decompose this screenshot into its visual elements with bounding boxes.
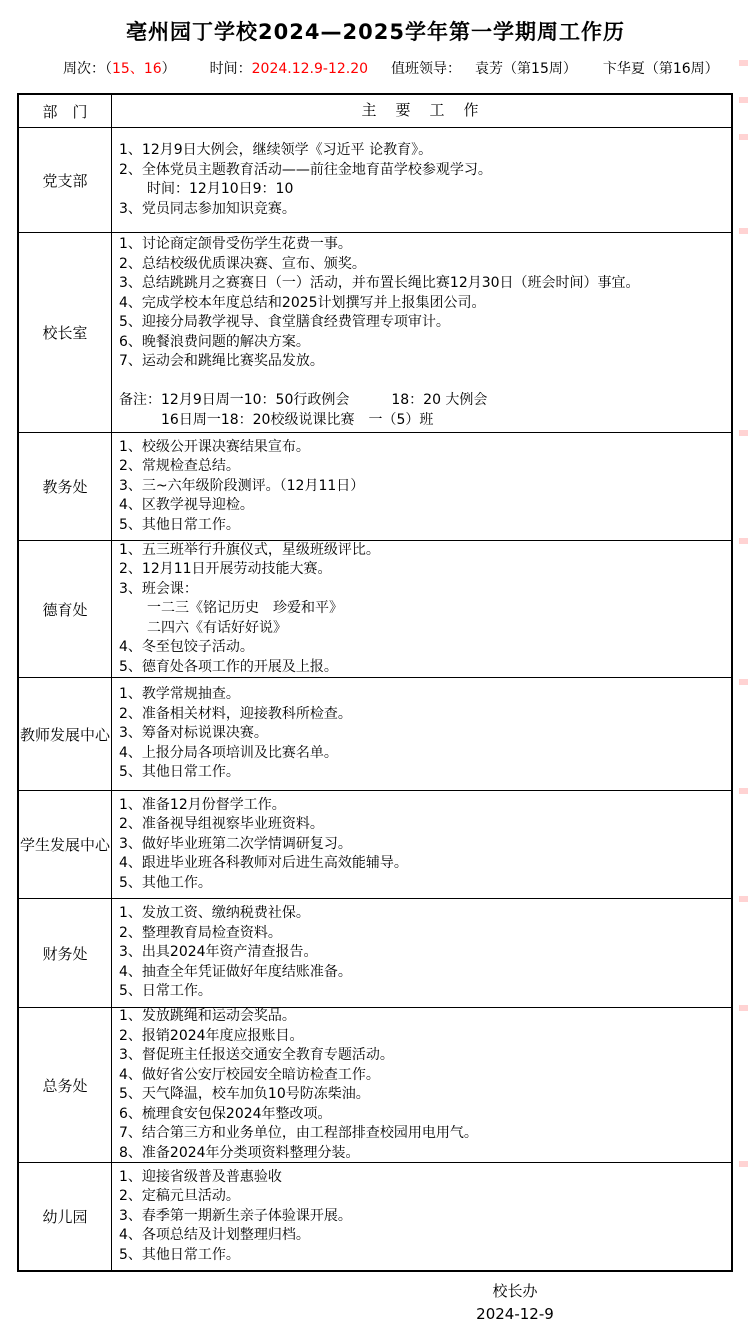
edge-marker bbox=[739, 97, 748, 103]
tasks-cell bbox=[112, 433, 731, 540]
footer bbox=[395, 1280, 635, 1326]
table-row bbox=[19, 677, 731, 790]
table-row bbox=[19, 790, 731, 898]
department-cell: 幼儿园 bbox=[19, 1163, 112, 1270]
edge-marker bbox=[739, 60, 748, 66]
task-line: 3、党员同志参加知识竞赛。 bbox=[119, 200, 296, 217]
duty-person-1: 袁芳（第15周） bbox=[475, 61, 577, 77]
task-line: 备注：12月9日周一10：50行政例会 18：20 大例会 bbox=[119, 392, 488, 408]
edge-marker bbox=[739, 788, 748, 794]
task-line: 3、春季第一期新生亲子体验课开展。 bbox=[119, 1207, 352, 1224]
tasks-cell bbox=[112, 233, 731, 432]
time-value: 2024.12.9-12.20 bbox=[251, 61, 369, 77]
task-line: 1、12月9日大例会，继续领学《习近平 论教育》。 bbox=[119, 142, 433, 158]
task-line: 2、全体党员主题教育活动——前往金地育苗学校参观学习。 bbox=[119, 161, 492, 178]
edge-marker bbox=[739, 1161, 748, 1167]
duty-label: 值班领导： bbox=[391, 61, 462, 77]
task-line: 4、上报分局各项培训及比赛名单。 bbox=[119, 744, 338, 761]
task-line: 3、做好毕业班第二次学情调研复习。 bbox=[119, 835, 352, 852]
department-cell: 党支部 bbox=[19, 128, 112, 232]
task-line: 5、其他日常工作。 bbox=[119, 764, 240, 781]
task-line: 2、整理教育局检查资料。 bbox=[119, 924, 282, 941]
task-line: 2、定稿元旦活动。 bbox=[119, 1188, 240, 1205]
week-value: 15、16 bbox=[112, 61, 162, 77]
task-line: 1、五三班举行升旗仪式，星级班级评比。 bbox=[119, 541, 380, 558]
department-cell: 教师发展中心 bbox=[19, 678, 112, 790]
header-department: 部 门 bbox=[19, 95, 112, 127]
task-line: 4、冬至包饺子活动。 bbox=[119, 639, 254, 656]
table-row bbox=[19, 127, 731, 232]
table-row bbox=[19, 1162, 731, 1270]
task-line: 1、讨论商定颌骨受伤学生花费一事。 bbox=[119, 236, 352, 252]
edge-marker bbox=[739, 228, 748, 234]
footer-office: 校长办 bbox=[492, 1282, 538, 1300]
task-line: 5、迎接分局教学视导、食堂膳食经费管理专项审计。 bbox=[119, 314, 450, 330]
task-line bbox=[119, 372, 723, 392]
task-line: 2、常规检查总结。 bbox=[119, 458, 240, 475]
task-line: 3、三~六年级阶段测评。（12月11日） bbox=[119, 477, 365, 494]
task-line: 1、校级公开课决赛结果宣布。 bbox=[119, 438, 310, 455]
task-line: 4、各项总结及计划整理归档。 bbox=[119, 1227, 310, 1244]
table-row bbox=[19, 1007, 731, 1162]
tasks-cell bbox=[112, 1163, 731, 1270]
task-line: 5、其他工作。 bbox=[119, 874, 212, 891]
task-line: 一二三《铭记历史 珍爱和平》 bbox=[119, 600, 343, 617]
task-line: 1、准备12月份督学工作。 bbox=[119, 796, 286, 813]
time-label: 时间： bbox=[209, 61, 252, 77]
task-line: 3、班会课： bbox=[119, 580, 198, 597]
task-line: 1、发放跳绳和运动会奖品。 bbox=[119, 1008, 296, 1024]
task-line: 3、总结跳跳月之赛赛日（一）活动，并布置长绳比赛12月30日（班会时间）事宜。 bbox=[119, 275, 640, 291]
footer-date: 2024-12-9 bbox=[476, 1305, 554, 1323]
week-suffix: ） bbox=[161, 61, 176, 77]
task-line: 5、其他日常工作。 bbox=[119, 516, 240, 533]
duty-person-2: 卞华夏（第16周） bbox=[602, 61, 719, 77]
task-line: 4、完成学校本年度总结和2025计划撰写并上报集团公司。 bbox=[119, 294, 486, 311]
tasks-cell bbox=[112, 128, 731, 232]
tasks-cell bbox=[112, 791, 731, 898]
week-group bbox=[63, 58, 176, 78]
task-line: 2、报销2024年度应报账目。 bbox=[119, 1027, 304, 1044]
table-row bbox=[19, 232, 731, 432]
task-line: 1、迎接省级普及普惠验收 bbox=[119, 1168, 282, 1185]
task-line: 二四六《有话好好说》 bbox=[119, 619, 287, 636]
tasks-cell bbox=[112, 1008, 731, 1162]
edge-marker bbox=[739, 1005, 748, 1011]
task-line: 3、筹备对标说课决赛。 bbox=[119, 725, 268, 742]
task-line: 6、晚餐浪费问题的解决方案。 bbox=[119, 333, 310, 350]
task-line: 4、做好省公安厅校园安全暗访检查工作。 bbox=[119, 1066, 380, 1083]
task-line: 3、督促班主任报送交通安全教育专题活动。 bbox=[119, 1047, 394, 1063]
task-line: 5、德育处各项工作的开展及上报。 bbox=[119, 658, 338, 675]
table-row bbox=[19, 432, 731, 540]
department-cell: 校长室 bbox=[19, 233, 112, 432]
edge-marker bbox=[739, 134, 748, 140]
task-line: 4、区教学视导迎检。 bbox=[119, 497, 254, 514]
edge-marker bbox=[739, 538, 748, 544]
department-cell: 教务处 bbox=[19, 433, 112, 540]
task-line: 4、跟进毕业班各科教师对后进生高效能辅导。 bbox=[119, 855, 408, 872]
tasks-cell bbox=[112, 678, 731, 790]
tasks-cell bbox=[112, 541, 731, 677]
task-line: 5、日常工作。 bbox=[119, 983, 212, 1000]
task-line: 2、12月11日开展劳动技能大赛。 bbox=[119, 561, 332, 578]
header-main-work-label: 主 要 工 作 bbox=[361, 101, 481, 120]
edge-marker bbox=[739, 896, 748, 902]
task-line: 5、天气降温，校车加负10号防冻柴油。 bbox=[119, 1086, 370, 1102]
department-cell: 德育处 bbox=[19, 541, 112, 677]
task-line: 7、运动会和跳绳比赛奖品发放。 bbox=[119, 353, 324, 369]
task-line: 4、抽查全年凭证做好年度结账准备。 bbox=[119, 963, 352, 980]
task-line: 2、总结校级优质课决赛、宣布、颁奖。 bbox=[119, 255, 366, 272]
department-cell: 总务处 bbox=[19, 1008, 112, 1162]
department-cell: 财务处 bbox=[19, 899, 112, 1007]
task-line: 16日周一18：20校级说课比赛 一（5）班 bbox=[119, 411, 434, 428]
task-line: 7、结合第三方和业务单位，由工程部排查校园用电用气。 bbox=[119, 1125, 478, 1141]
task-line: 1、教学常规抽查。 bbox=[119, 686, 240, 703]
table-row bbox=[19, 898, 731, 1007]
task-line: 6、梳理食安包保2024年整改项。 bbox=[119, 1105, 332, 1122]
edge-marker bbox=[739, 430, 748, 436]
work-table bbox=[17, 93, 733, 1272]
meta-line bbox=[63, 58, 719, 78]
table-row bbox=[19, 540, 731, 677]
task-line: 时间：12月10日9：10 bbox=[119, 181, 294, 197]
task-line: 2、准备视导组视察毕业班资料。 bbox=[119, 816, 324, 833]
task-line: 3、出具2024年资产清查报告。 bbox=[119, 944, 318, 961]
table-header-row bbox=[19, 95, 731, 127]
table-rows bbox=[19, 127, 731, 1270]
department-cell: 学生发展中心 bbox=[19, 791, 112, 898]
tasks-cell bbox=[112, 899, 731, 1007]
edge-marker bbox=[739, 679, 748, 685]
task-line: 5、其他日常工作。 bbox=[119, 1246, 240, 1263]
task-line: 1、发放工资、缴纳税费社保。 bbox=[119, 905, 310, 922]
header-main-work bbox=[112, 95, 731, 127]
task-line: 2、准备相关材料，迎接教科所检查。 bbox=[119, 705, 352, 722]
page-title: 亳州园丁学校2024—2025学年第一学期周工作历 bbox=[126, 20, 625, 44]
week-label: 周次：（ bbox=[63, 61, 112, 77]
time-group bbox=[210, 58, 368, 78]
task-line: 8、准备2024年分类项资料整理分装。 bbox=[119, 1144, 360, 1161]
